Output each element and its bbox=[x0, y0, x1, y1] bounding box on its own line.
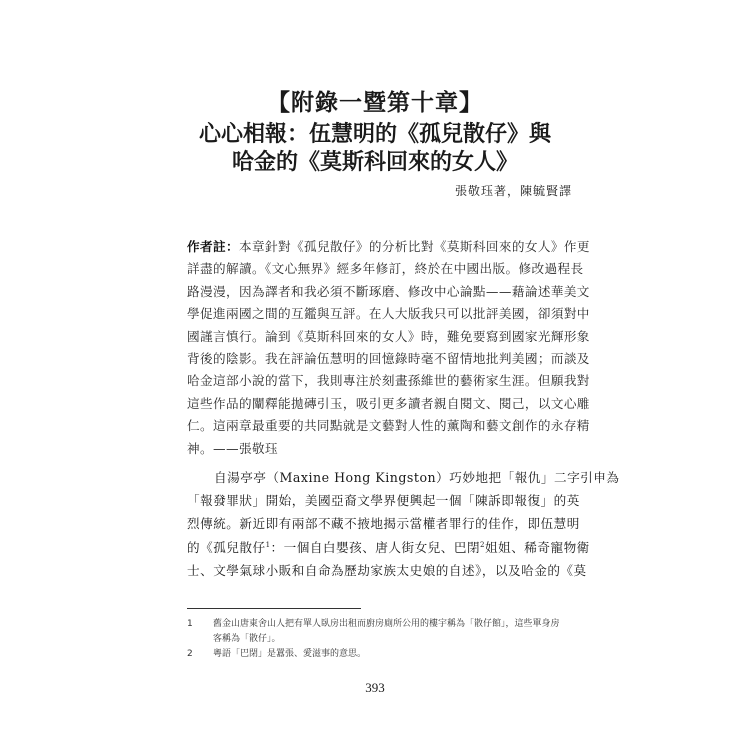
footnote-text-continued: 客稱為「散仔」。 bbox=[213, 634, 281, 644]
chapter-title-line-1: 心心相報：伍慧明的《孤兒散仔》與 bbox=[198, 121, 551, 147]
body-text-segment: 姐姐、稀奇寵物衛 bbox=[485, 539, 590, 555]
author-note-line: 神。——張敬珏 bbox=[187, 440, 278, 456]
footnote-divider bbox=[187, 608, 361, 609]
appendix-chapter-title: 【附錄一暨第十章】 bbox=[267, 89, 483, 116]
author-note-line: 這些作品的闡釋能拋磚引玉，吸引更多讀者親自閱文、閱己，以文心雕 bbox=[187, 395, 590, 411]
footnote-text: 粵語「巴閉」是囂張、愛滋事的意思。 bbox=[213, 649, 367, 659]
footnote-number: 1 bbox=[187, 619, 193, 629]
body-text-segment: ：一個自白嬰孩、唐人街女兒、巴閉 bbox=[270, 539, 481, 555]
author-note-line: 背後的陰影。我在評論伍慧明的回憶錄時毫不留情地批判美國；而談及 bbox=[187, 351, 590, 367]
footnote-ref-1[interactable]: 1 bbox=[265, 540, 271, 549]
author-note-text: 本章針對《孤兒散仔》的分析比對《莫斯科回來的女人》作更 bbox=[238, 239, 590, 254]
author-note-line: 詳盡的解讀。《文心無界》經多年修訂，終於在中國出版。修改過程長 bbox=[187, 261, 584, 277]
chapter-title bbox=[0, 120, 750, 176]
author-note bbox=[187, 236, 590, 460]
author-note-line: 國謹言慎行。論到《莫斯科回來的女人》時，難免要寫到國家光輝形象 bbox=[187, 328, 590, 344]
footnote-ref-2[interactable]: 2 bbox=[480, 540, 485, 549]
body-line bbox=[187, 536, 590, 559]
author-note-line bbox=[187, 236, 590, 258]
page-number: 393 bbox=[365, 680, 385, 695]
footnote-text: 舊金山唐東舍山人把有單人臥房出租而廚房廁所公用的樓宇稱為「散仔館」，這些單身房 bbox=[213, 619, 560, 629]
author-translator-byline: 張敬珏著，陳毓賢譯 bbox=[454, 184, 572, 198]
chapter-title-line-2: 哈金的《莫斯科回來的女人》 bbox=[231, 149, 518, 175]
body-text-segment: 的《孤兒散仔 bbox=[187, 539, 266, 555]
author-note-label: 作者註： bbox=[187, 239, 239, 254]
author-note-line: 哈金這部小說的當下，我則專注於刻畫孫維世的藝術家生涯。但願我對 bbox=[187, 373, 590, 389]
body-paragraph bbox=[187, 466, 620, 582]
footnote-2 bbox=[187, 647, 587, 662]
footnote-number: 2 bbox=[187, 649, 193, 659]
footnotes bbox=[187, 617, 587, 662]
body-line: 士、文學氣球小販和自命為歷劫家族太史娘的自述》，以及哈金的《莫 bbox=[187, 562, 587, 578]
footnote-1 bbox=[187, 617, 587, 632]
author-note-line: 路漫漫，因為譯者和我必須不斷琢磨、修改中心論點——藉論述華美文 bbox=[187, 283, 590, 299]
body-line: 自湯亭亭（Maxine Hong Kingston）巧妙地把「報仇」二字引申為 bbox=[214, 470, 620, 485]
author-note-line: 學促進兩國之間的互鑑與互評。在人大版我只可以批評美國，卻須對中 bbox=[187, 306, 590, 322]
body-line: 烈傳統。新近即有兩部不藏不掖地揭示當權者罪行的佳作，即伍慧明 bbox=[187, 516, 580, 532]
body-line: 「報發罪狀」開始，美國亞裔文學界便興起一個「陳訴即報復」的英 bbox=[187, 493, 580, 509]
author-note-line: 仁。這兩章最重要的共同點就是文藝對人性的薰陶和藝文創作的永存精 bbox=[187, 418, 590, 434]
